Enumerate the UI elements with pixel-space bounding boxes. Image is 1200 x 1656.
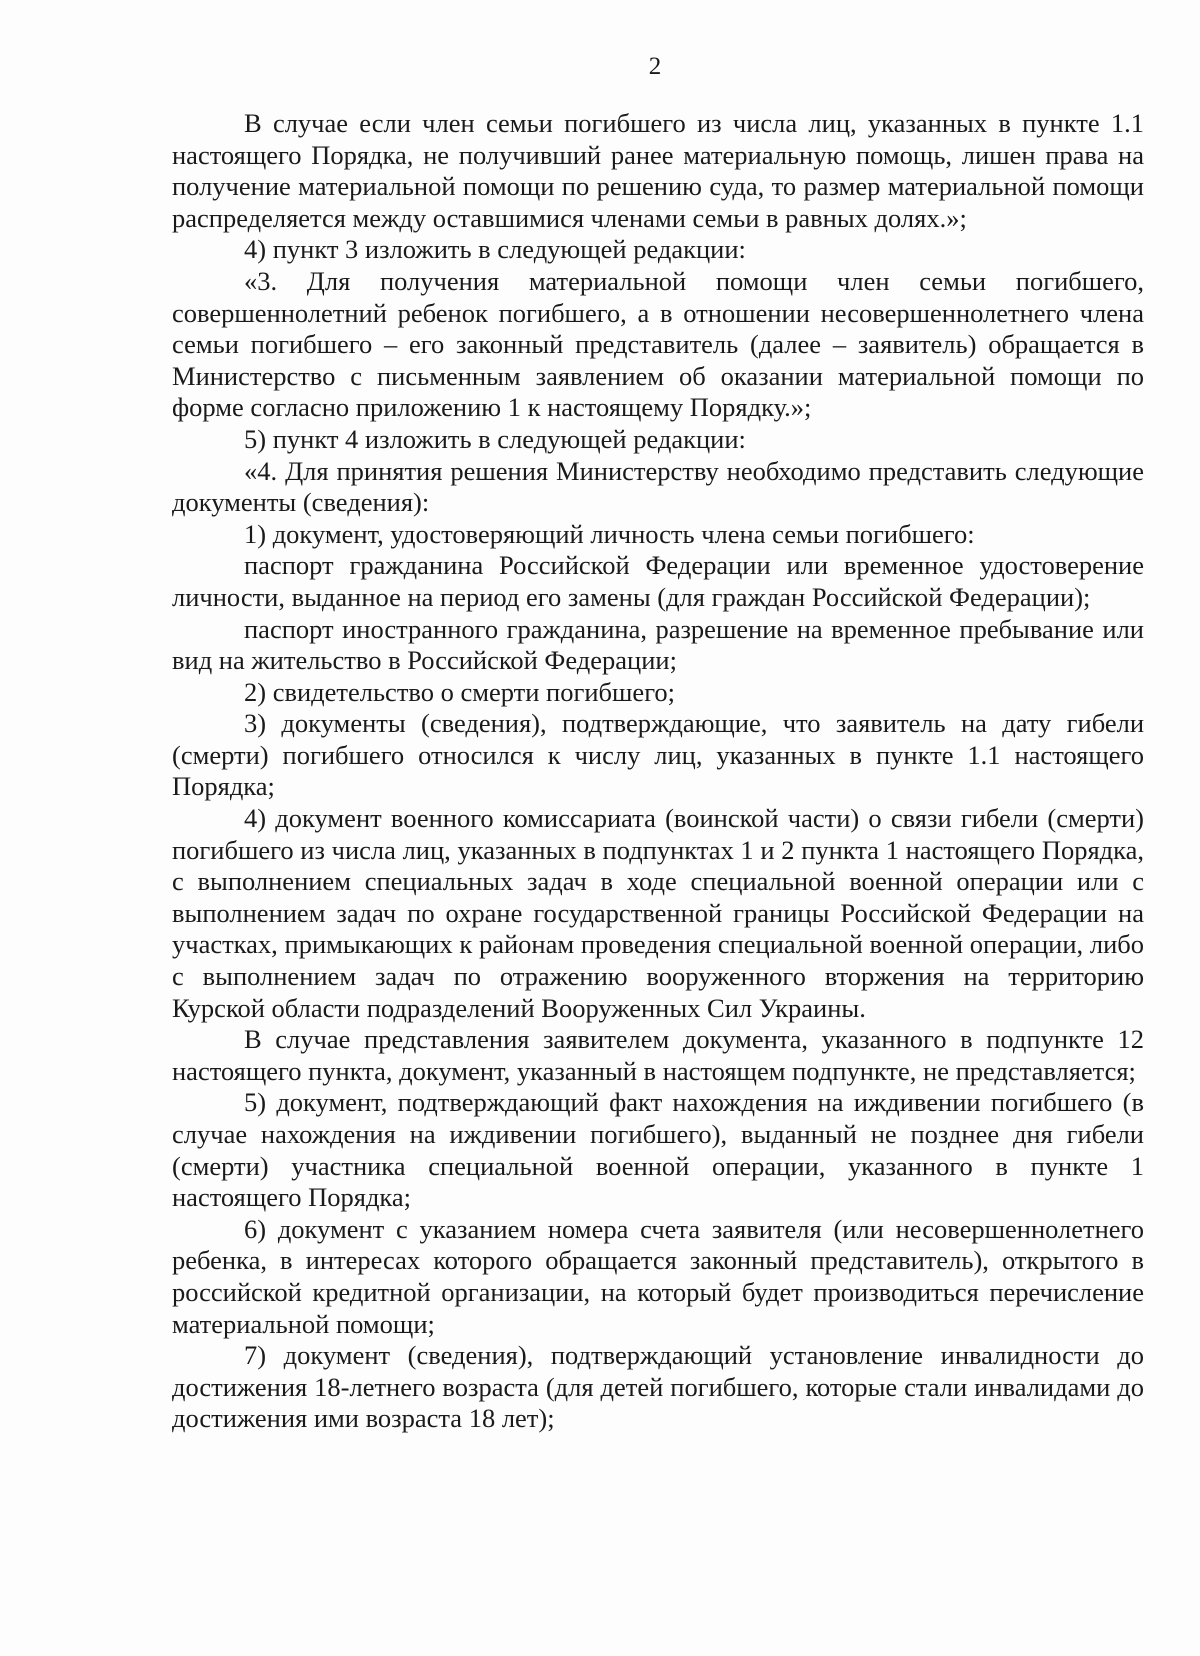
paragraph-doc-1-passport-rf: паспорт гражданина Российской Федерации или временное удостоверение личности, выданное на период его замены (для граждан Российской Федерации); xyxy=(172,550,1144,612)
paragraph-amendment-5: 5) пункт 4 изложить в следующей редакции: xyxy=(244,423,746,454)
paragraph-doc-4: 4) документ военного комиссариата (воинской части) о связи гибели (смерти) погибшего из числа лиц, указанных в подпунктах 1 и 2 пункта 1 настоящего Порядка, с выполнением специальных задач в ходе специальной военной операции или с выполнением задач по охране государственной границы Российской Федерации на участках, примыкающих к районам проведения специальной военной операции, либо с выполнением задач по отражению вооруженного вторжения на территорию Курской области подразделений Вооруженных Сил Украины. xyxy=(172,803,1144,1023)
paragraph-doc-6: 6) документ с указанием номера счета заявителя (или несовершеннолетнего ребенка, в интересах которого обращается законный представитель), открытого в российской кредитной организации, на который будет производиться перечисление материальной помощи; xyxy=(172,1213,1144,1339)
paragraph-doc-1-passport-foreign: паспорт иностранного гражданина, разрешение на временное пребывание или вид на жительство в Российской Федерации; xyxy=(172,613,1144,676)
paragraph-doc-2: 2) свидетельство о смерти погибшего; xyxy=(244,676,676,707)
paragraph-item-4-intro: «4. Для принятия решения Министерству необходимо представить следующие документы (сведения): xyxy=(172,455,1144,518)
paragraph-doc-3: 3) документы (сведения), подтверждающие, что заявитель на дату гибели (смерти) погибшего относился к числу лиц, указанных в пункте 1.1 настоящего Порядка; xyxy=(172,708,1144,802)
paragraph-doc-5: 5) документ, подтверждающий факт нахождения на иждивении погибшего (в случае нахождения на иждивении погибшего), выданный не позднее дня гибели (смерти) участника специальной военной операции, указанного в пункте 1 настоящего Порядка; xyxy=(172,1087,1144,1213)
paragraph-amendment-4: 4) пункт 3 изложить в следующей редакции: xyxy=(244,234,746,265)
document-body xyxy=(172,108,1144,1435)
paragraph-item-3-text: «3. Для получения материальной помощи член семьи погибшего, совершеннолетний ребенок погибшего, а в отношении несовершеннолетнего члена семьи погибшего – его законный представитель (далее – заявитель) обращается в Министерство с письменным заявлением об оказании материальной помощи по форме согласно приложению 1 к настоящему Порядку.»; xyxy=(172,265,1144,423)
paragraph-doc-7: 7) документ (сведения), подтверждающий установление инвалидности до достижения 18-летнего возраста (для детей погибшего, которые стали инвалидами до достижения ими возраста 18 лет); xyxy=(172,1340,1144,1434)
paragraph-doc-1: 1) документ, удостоверяющий личность члена семьи погибшего: xyxy=(244,518,975,549)
paragraph-doc-4-note: В случае представления заявителем документа, указанного в подпункте 12 настоящего пункта, документ, указанный в настоящем подпункте, не представляется; xyxy=(172,1024,1144,1086)
paragraph-family-member-deprived: В случае если член семьи погибшего из числа лиц, указанных в пункте 1.1 настоящего Порядка, не получивший ранее материальную помощь, лишен права на получение материальной помощи по решению суда, то размер материальной помощи распределяется между оставшимися членами семьи в равных долях.»; xyxy=(172,108,1144,233)
page-number: 2 xyxy=(648,53,662,80)
